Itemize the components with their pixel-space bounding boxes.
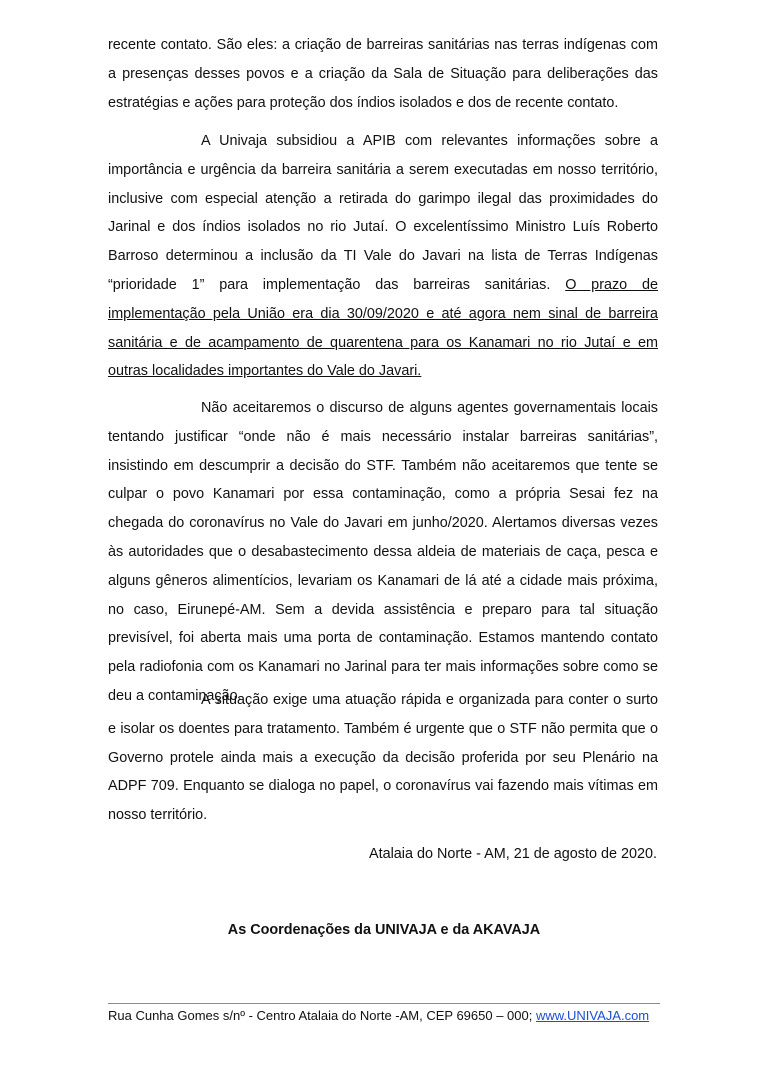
footer-address-text: Rua Cunha Gomes s/nº - Centro Atalaia do Norte -AM, CEP 69650 – 000; bbox=[108, 1008, 536, 1023]
footer-website-link[interactable]: www.UNIVAJA.com bbox=[535, 1008, 650, 1023]
underlined-deadline-text: O prazo de implementação pela União era dia 30/09/2020 e até agora nem sinal de barreira sanitária e de acampamento de quarentena para os Kanamari no rio Jutaí e em outras localidades importantes do Vale do Javari. bbox=[108, 276, 658, 380]
footer-address bbox=[108, 1006, 649, 1026]
paragraph-text: A Univaja subsidiou a APIB com relevantes informações sobre a importância e urgência da barreira sanitária a serem executadas em nosso território, inclusive com especial atenção a retirada do garimpo ilegal das proximidades do Jarinal e dos índios isolados no rio Jutaí. O excelentíssimo Ministro Luís Roberto Barroso determinou a inclusão da TI Vale do Javari na lista de Terras Indígenas “prioridade 1” para implementação das barreiras sanitárias. bbox=[108, 133, 658, 293]
paragraph-refusal: Não aceitaremos o discurso de alguns agentes governamentais locais tentando justificar “onde não é mais necessário instalar barreiras sanitárias”, insistindo em descumprir a decisão do STF. Também não aceitaremos que tente se culpar o povo Kanamari por essa contaminação, como a própria Sesai fez na chegada do coronavírus no Vale do Javari em junho/2020. Alertamos diversas vezes às autoridades que o desabastecimento dessa aldeia de materiais de caça, pesca e alguns gêneros alimentícios, levariam os Kanamari de lá até a cidade mais próxima, no caso, Eirunepé-AM. Sem a devida assistência e preparo para tal situação previsível, foi aberta mais uma porta de contaminação. Estamos mantendo contato pela radiofonia com os Kanamari no Jarinal para ter mais informações sobre como se deu a contaminação. bbox=[108, 400, 658, 704]
paragraph-univaja-subsidy bbox=[108, 127, 658, 386]
footer-divider bbox=[108, 1003, 660, 1004]
signature-line: As Coordenações da UNIVAJA e da AKAVAJA bbox=[227, 922, 541, 938]
place-and-date: Atalaia do Norte - AM, 21 de agosto de 2020. bbox=[368, 846, 657, 862]
paragraph-continuation: recente contato. São eles: a criação de barreiras sanitárias nas terras indígenas com a presenças desses povos e a criação da Sala de Situação para deliberações das estratégias e ações para proteção dos índios isolados e dos de recente contato. bbox=[108, 37, 658, 111]
paragraph-urgency: A situação exige uma atuação rápida e organizada para conter o surto e isolar os doentes para tratamento. Também é urgente que o STF não permita que o Governo protele ainda mais a execução da decisão proferida por seu Plenário na ADPF 709. Enquanto se dialoga no papel, o coronavírus vai fazendo mais vítimas em nosso território. bbox=[108, 692, 658, 824]
